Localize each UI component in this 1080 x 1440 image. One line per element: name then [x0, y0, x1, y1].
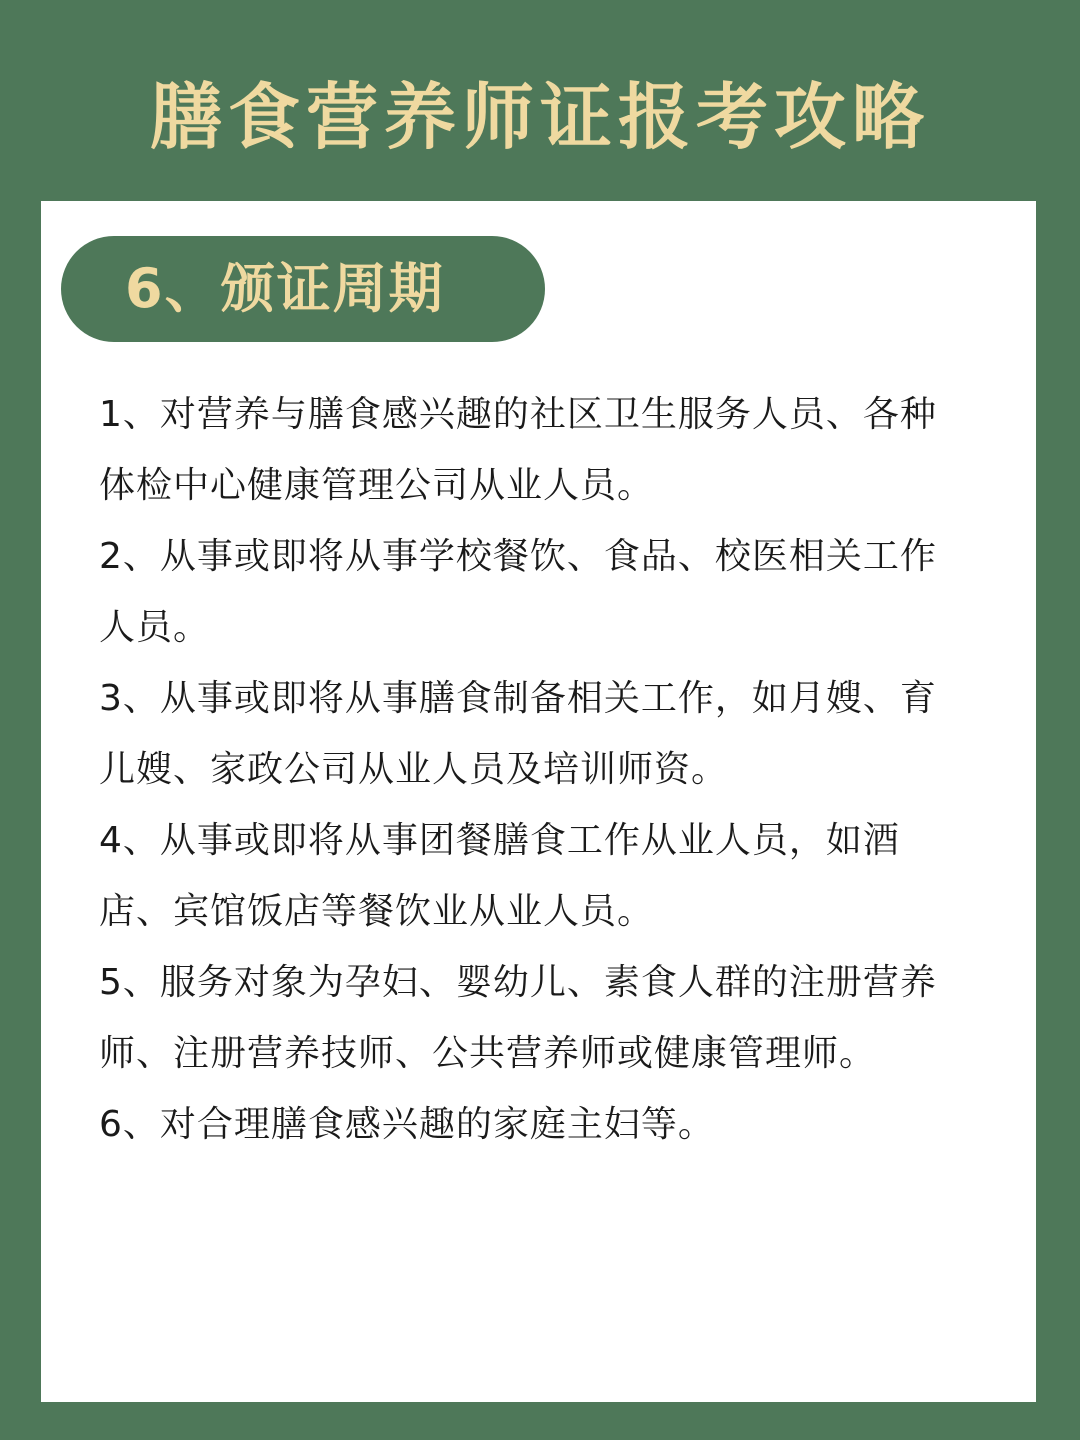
list-item-4: 4、从事或即将从事团餐膳食工作从业人员，如酒店、宾馆饭店等餐饮业从业人员。	[99, 820, 900, 932]
list-item-5: 5、服务对象为孕妇、婴幼儿、素食人群的注册营养师、注册营养技师、公共营养师或健康管理师。	[99, 962, 937, 1074]
section-header-pill	[61, 236, 545, 342]
list-item-1: 1、对营养与膳食感兴趣的社区卫生服务人员、各种体检中心健康管理公司从业人员。	[99, 394, 937, 506]
eligibility-list	[99, 379, 971, 1160]
list-item-6: 6、对合理膳食感兴趣的家庭主妇等。	[99, 1104, 715, 1145]
section-title: 6、颁证周期	[125, 257, 445, 320]
content-card	[41, 201, 1036, 1402]
list-item-2: 2、从事或即将从事学校餐饮、食品、校医相关工作人员。	[99, 536, 937, 648]
list-item-3: 3、从事或即将从事膳食制备相关工作，如月嫂、育儿嫂、家政公司从业人员及培训师资。	[99, 678, 937, 790]
page-title: 膳食营养师证报考攻略	[149, 74, 930, 159]
